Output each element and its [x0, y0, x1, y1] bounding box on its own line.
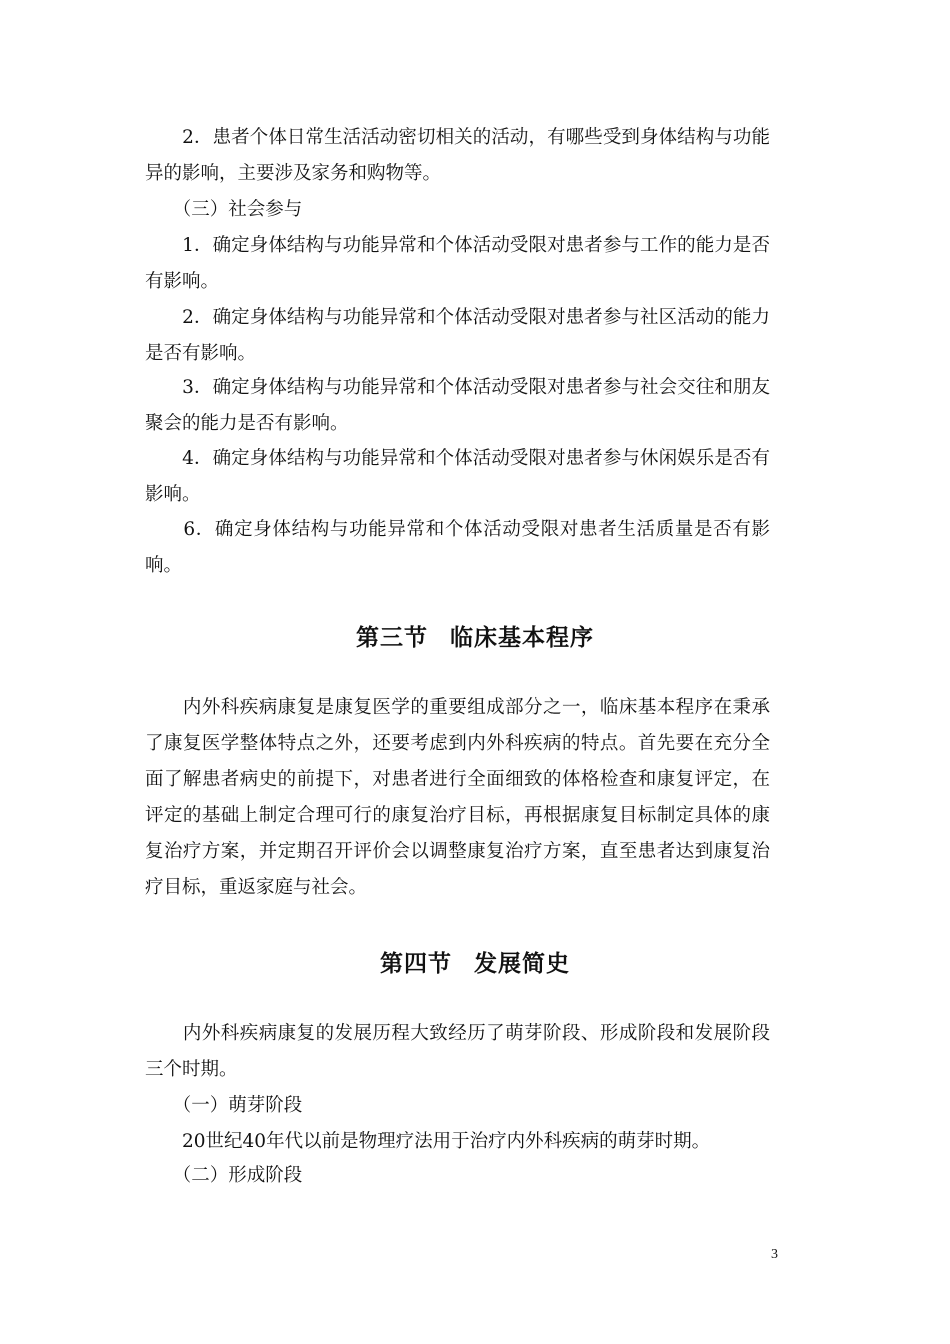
section-number: 第四节 — [380, 951, 452, 977]
body-paragraph: 20世纪40年代以前是物理疗法用于治疗内外科疾病的萌芽时期。 — [145, 1131, 711, 1152]
list-item: 4．确定身体结构与功能异常和个体活动受限对患者参与休闲娱乐是否有影响。 — [145, 448, 770, 505]
subsection-heading: （三）社会参与 — [145, 199, 303, 220]
body-paragraph: 内外科疾病康复是康复医学的重要组成部分之一，临床基本程序在秉承了康复医学整体特点之外，还要考虑到内外科疾病的特点。首先要在充分全面了解患者病史的前提下，对患者进行全面细致的体格检查和康复评定，在评定的基础上制定合理可行的康复治疗目标，再根据康复目标制定具体的康复治疗方案，并定期召开评价会以调整康复治疗方案，直至患者达到康复治疗目标，重返家庭与社会。 — [145, 697, 770, 898]
body-paragraph: 内外科疾病康复的发展历程大致经历了萌芽阶段、形成阶段和发展阶段三个时期。 — [145, 1023, 770, 1080]
list-item: 2．患者个体日常生活活动密切相关的活动，有哪些受到身体结构与功能异的影响，主要涉及家务和购物等。 — [145, 127, 770, 184]
section-heading — [0, 620, 950, 656]
list-item: 3．确定身体结构与功能异常和个体活动受限对患者参与社会交往和朋友聚会的能力是否有影响。 — [145, 377, 770, 434]
section-title: 发展简史 — [474, 951, 570, 977]
list-item: 2．确定身体结构与功能异常和个体活动受限对患者参与社区活动的能力是否有影响。 — [145, 307, 770, 364]
section-number: 第三节 — [356, 625, 428, 651]
section-heading — [0, 946, 950, 982]
subsection-heading: （二）形成阶段 — [145, 1165, 303, 1186]
page-number: 3 — [771, 1247, 778, 1262]
list-item: 1．确定身体结构与功能异常和个体活动受限对患者参与工作的能力是否有影响。 — [145, 235, 770, 292]
list-item: 6．确定身体结构与功能异常和个体活动受限对患者生活质量是否有影响。 — [145, 519, 770, 576]
subsection-heading: （一）萌芽阶段 — [145, 1095, 303, 1116]
section-title: 临床基本程序 — [450, 625, 594, 651]
